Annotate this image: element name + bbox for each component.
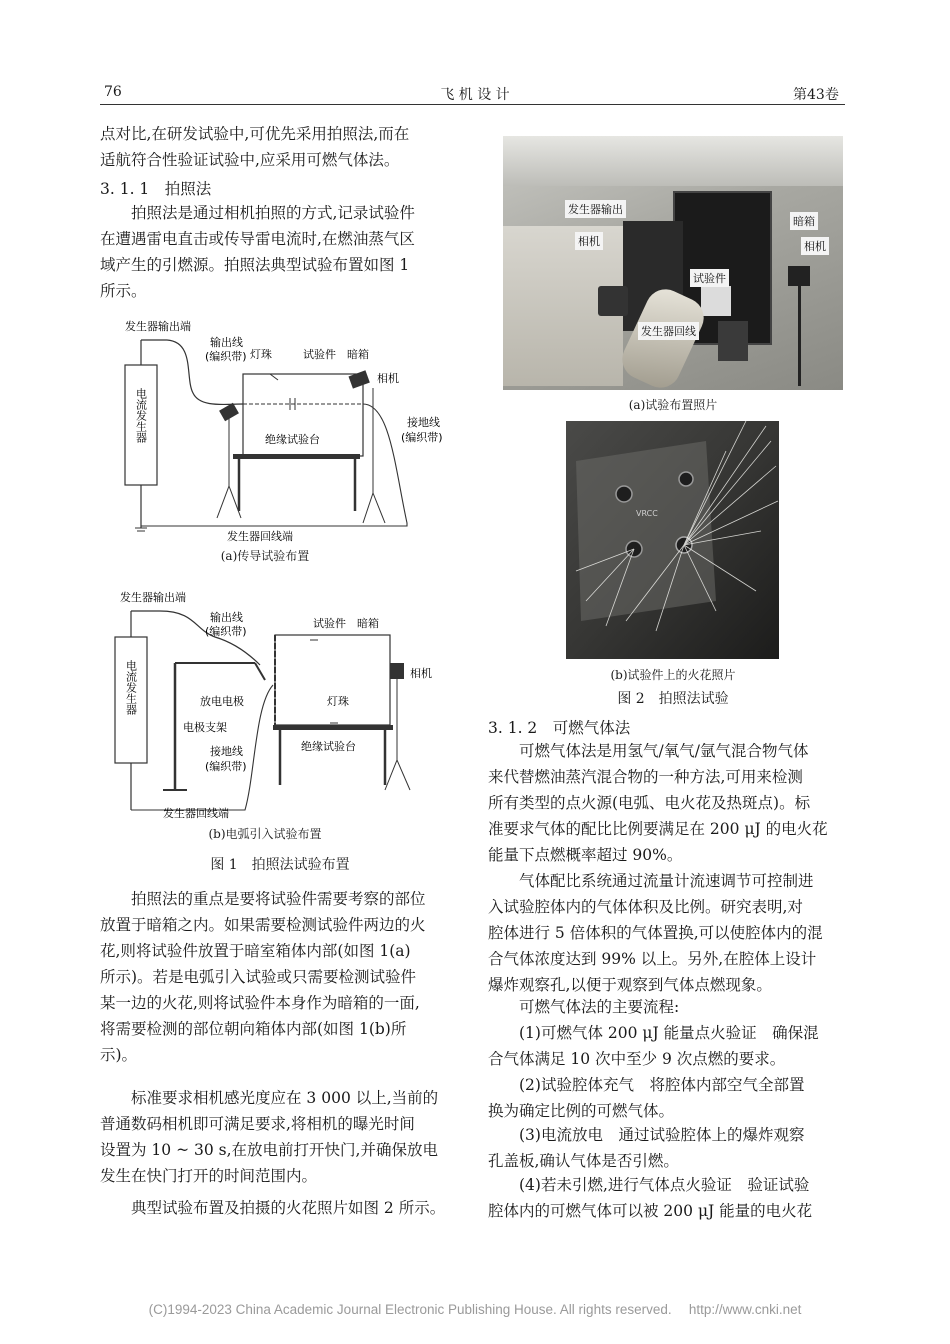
label-braid: (编织带) [205,625,247,638]
section-heading-312: 3. 1. 2 可燃气体法 [488,719,631,737]
text-line: 点对比,在研发试验中,可优先采用拍照法,而在 [100,125,410,143]
text-line: 花,则将试验件放置于暗室箱体内部(如图 1(a) [100,942,411,960]
figure-2b-photo [566,421,779,659]
text-line: 适航符合性验证试验中,应采用可燃气体法。 [100,151,400,169]
label-generator-output: 发生器输出 [565,200,626,218]
label-camera: 相机 [377,372,399,385]
text-line: 腔体进行 5 倍体积的气体置换,可以使腔体内的混 [488,924,823,942]
label-output-line: 输出线 [210,611,243,624]
text-line: (1)可燃气体 200 μJ 能量点火验证 确保混 [519,1024,819,1042]
text-line: 孔盖板,确认气体是否引燃。 [488,1152,679,1170]
text-line: 发生在快门打开的时间范围内。 [100,1167,318,1185]
label-darkbox: 暗箱 [357,617,379,630]
label-output-line: 输出线 [210,336,243,349]
intro-paragraph [100,121,460,173]
figure-1a-caption: (a)传导试验布置 [220,549,310,563]
text-line: 爆炸观察孔,以便于观察到气体点燃现象。 [488,976,772,994]
section-heading-311: 3. 1. 1 拍照法 [100,180,212,198]
label-electrode: 放电电极 [200,695,244,708]
paragraph-photo-method [100,200,460,304]
label-specimen: 试验件 [303,348,336,361]
text-line: 将需要检测的部位朝向箱体内部(如图 1(b)所 [100,1020,407,1038]
text-line: (2)试验腔体充气 将腔体内部空气全部置 [519,1076,805,1094]
text-line: 拍照法是通过相机拍照的方式,记录试验件 [131,204,415,222]
step-1 [488,1020,848,1072]
text-line: 合气体浓度达到 99% 以上。另外,在腔体上设计 [488,950,817,968]
journal-title: 飞 机 设 计 [440,87,510,103]
label-generator: 电流发生器 [124,660,138,715]
text-line: 准要求气体的配比比例要满足在 200 μJ 的电火花 [488,820,828,838]
label-generator: 电流发生器 [134,388,148,443]
figure-2b-caption: (b)试验件上的火花照片 [610,668,736,682]
text-line: 可燃气体法是用氢气/氧气/氩气混合物气体 [519,742,809,760]
label-lamp: 灯珠 [250,348,272,361]
text-line: 设置为 10 ~ 30 s,在放电前打开快门,并确保放电 [100,1141,438,1159]
label-return: 发生器回线端 [227,530,293,543]
label-braid: (编织带) [205,760,247,773]
text-line: 可燃气体法的主要流程: [519,998,680,1016]
figure-1a-diagram [115,318,460,544]
label-braid: (编织带) [401,431,443,444]
text-line: (3)电流放电 通过试验腔体上的爆炸观察 [519,1126,805,1144]
volume: 第43卷 [793,87,839,103]
label-stand: 电极支架 [183,721,227,734]
paragraph-gas-ratio [488,868,848,998]
label-generator-output: 发生器输出端 [120,591,186,604]
copyright-footer: (C)1994-2023 China Academic Journal Electronic Publishing House. All rights reserved. http://www.cnki.net [148,1302,802,1317]
header-rule [100,104,845,105]
text-line: 合气体满足 10 次中至少 9 次点燃的要求。 [488,1050,786,1068]
paragraph-camera-iso [100,1085,460,1189]
figure-1b-caption: (b)电弧引入试验布置 [208,827,322,841]
label-return: 发生器回线端 [163,807,229,820]
text-line: 换为确定比例的可燃气体。 [488,1102,675,1120]
text-line: 所示。 [100,282,147,300]
figure-1-title: 图 1 拍照法试验布置 [210,857,350,873]
label-lamp: 灯珠 [327,695,349,708]
text-line: 来代替燃油蒸汽混合物的一种方法,可用来检测 [488,768,803,786]
text-line: 气体配比系统通过流量计流速调节可控制进 [519,872,814,890]
label-darkbox: 暗箱 [790,212,818,230]
plate-marking: VRCC [636,509,658,518]
text-line: 所示)。若是电弧引入试验或只需要检测试验件 [100,968,417,986]
label-ground-line: 接地线 [210,745,243,758]
paragraph-process-intro [488,994,848,1020]
label-camera-left: 相机 [575,232,603,250]
text-line: 入试验腔体内的气体体积及比例。研究表明,对 [488,898,803,916]
text-line: 某一边的火花,则将试验件本身作为暗箱的一面, [100,994,420,1012]
label-specimen: 试验件 [313,617,346,630]
label-ground-line: 接地线 [407,416,440,429]
label-braid: (编织带) [205,350,247,363]
paragraph-fig2-ref [100,1195,460,1221]
text-line: 典型试验布置及拍摄的火花照片如图 2 所示。 [131,1199,446,1217]
figure-2-title: 图 2 拍照法试验 [617,691,729,707]
label-specimen: 试验件 [690,269,729,287]
label-camera-right: 相机 [801,237,829,255]
step-3 [488,1122,848,1174]
step-2 [488,1072,848,1124]
label-return: 发生器回线 [638,322,699,340]
text-line: 标准要求相机感光度应在 3 000 以上,当前的 [131,1089,439,1107]
text-line: 放置于暗箱之内。如果需要检测试验件两边的火 [100,916,426,934]
text-line: 腔体内的可燃气体可以被 200 μJ 能量的电火花 [488,1202,813,1220]
paragraph-gas-method [488,738,848,868]
text-line: 域产生的引燃源。拍照法典型试验布置如图 1 [100,256,410,274]
label-generator-output: 发生器输出端 [125,320,191,333]
text-line: 示)。 [100,1046,138,1064]
text-line: (4)若未引燃,进行气体点火验证 验证试验 [519,1176,810,1194]
label-camera: 相机 [410,667,432,680]
text-line: 拍照法的重点是要将试验件需要考察的部位 [131,890,426,908]
paragraph-key-points [100,886,460,1068]
page-number: 76 [104,84,122,100]
text-line: 所有类型的点火源(电弧、电火花及热斑点)。标 [488,794,811,812]
text-line: 能量下点燃概率超过 90%。 [488,846,683,864]
label-table: 绝缘试验台 [265,433,320,446]
text-line: 普通数码相机即可满足要求,将相机的曝光时间 [100,1115,415,1133]
label-table: 绝缘试验台 [301,740,356,753]
step-4 [488,1172,848,1224]
figure-2a-caption: (a)试验布置照片 [628,398,718,412]
figure-2a-photo [503,136,843,390]
text-line: 在遭遇雷电直击或传导雷电流时,在燃油蒸气区 [100,230,415,248]
label-darkbox: 暗箱 [347,348,369,361]
figure-1b-diagram [105,585,455,820]
